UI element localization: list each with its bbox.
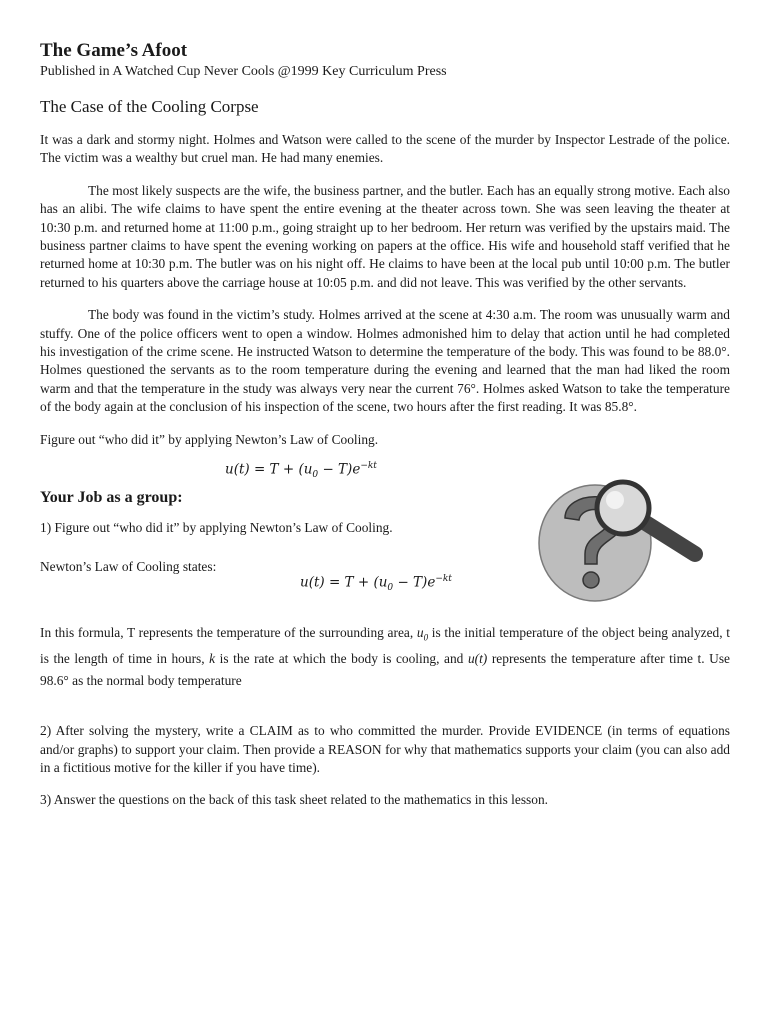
story-paragraph-1: It was a dark and stormy night. Holmes and Watson were called to the scene of the murder by Inspector Lestrade of the police. The victim was a wealthy but cruel man. He had many enemies.	[40, 132, 730, 166]
definition-part-b: is the initial temperature of the object being analyzed, t is the length of time in hours,	[40, 624, 730, 667]
publication-line: Published in A Watched Cup Never Cools @1999 Key Curriculum Press	[40, 64, 447, 79]
document-page	[40, 40, 730, 810]
magnifying-glass-question-icon	[535, 478, 715, 608]
question-mark-dot	[583, 572, 599, 588]
definition-part-a: In this formula, T represents the temperature of the surrounding area,	[40, 624, 417, 640]
story-paragraph-2: The most likely suspects are the wife, the business partner, and the butler. Each has an equally strong motive. Each also has an alibi. The wife claims to have spent the entire evening at the theater across town. She was seen leaving the theater at 10:30 p.m. and returned home at 11:00 p.m., going straight up to her bedroom. Her return was verified by the upstairs maid. The business partner claims to have spent the evening working on papers at the office. His wife and household staff verified that he returned home at 10:30 p.m. The butler was on his night off. He claims to have been at the local pub until 10:00 p.m. The butler returned to his quarters above the carriage house at 10:05 p.m. and did not leave. This was verified by the other servants.	[40, 182, 730, 290]
case-title: The Case of the Cooling Corpse	[40, 97, 259, 116]
job-heading: Your Job as a group:	[40, 489, 183, 507]
formula-sub: 0	[387, 582, 394, 593]
formula-sup: −kt	[360, 461, 377, 472]
page-title: The Game’s Afoot	[40, 40, 188, 61]
cooling-formula-1	[225, 455, 730, 481]
formula-sub: 0	[312, 470, 319, 481]
formula-mid: − T)e	[393, 574, 436, 590]
story-prompt: Figure out “who did it” by applying Newton’s Law of Cooling.	[40, 431, 379, 447]
formula-definition	[40, 622, 730, 693]
newton-law-label: Newton’s Law of Cooling states:	[40, 558, 217, 574]
cooling-formula-2	[300, 568, 452, 593]
job-step-3: 3) Answer the questions on the back of this task sheet related to the mathematics in this lesson.	[40, 792, 548, 808]
definition-part-d: represents the temperature after time t. Use 98.6° as the normal body temperature	[40, 651, 730, 689]
job-step-1: 1) Figure out “who did it” by applying Newton’s Law of Cooling.	[40, 520, 393, 536]
formula-sup: −kt	[435, 573, 452, 584]
definition-part-c: is the rate at which the body is cooling, and	[215, 651, 468, 667]
definition-ut-symbol: u(t)	[467, 651, 488, 667]
magnifier-rim	[597, 482, 649, 534]
story-paragraph-3: The body was found in the victim’s study. Holmes arrived at the scene at 4:30 a.m. The room was unusually warm and stuffy. One of the police officers went to open a window. Holmes admonished him to delay that action until he had completed his investigation of the crime scene. He instructed Watson to determine the temperature of the body. This was found to be 88.0°. Holmes questioned the servants as to the room temperature during the evening and learned that the man had liked the room warm and that the temperature in the study was always very near the current 76°. Holmes asked Watson to take the temperature of the body again at the conclusion of his inspection of the scene, two hours after the first reading. It was 85.8°.	[40, 307, 730, 415]
definition-k-symbol: k	[209, 651, 216, 667]
job-step-2: 2) After solving the mystery, write a CLAIM as to who committed the murder. Provide EVIDENCE (in terms of equations and/or graphs) to support your claim. Then provide a REASON for why that mathematics supports your claim (you can also add in a fictitious motive for the killer if you have time).	[40, 723, 730, 775]
definition-u0-subscript: 0	[423, 632, 429, 643]
magnifier-lens-glare	[606, 491, 624, 509]
formula-lhs: u(t) = T + (u	[300, 574, 388, 590]
definition-u0-symbol: u	[416, 624, 424, 640]
formula-lhs: u(t) = T + (u	[225, 461, 313, 478]
formula-mid: − T)e	[318, 461, 361, 478]
